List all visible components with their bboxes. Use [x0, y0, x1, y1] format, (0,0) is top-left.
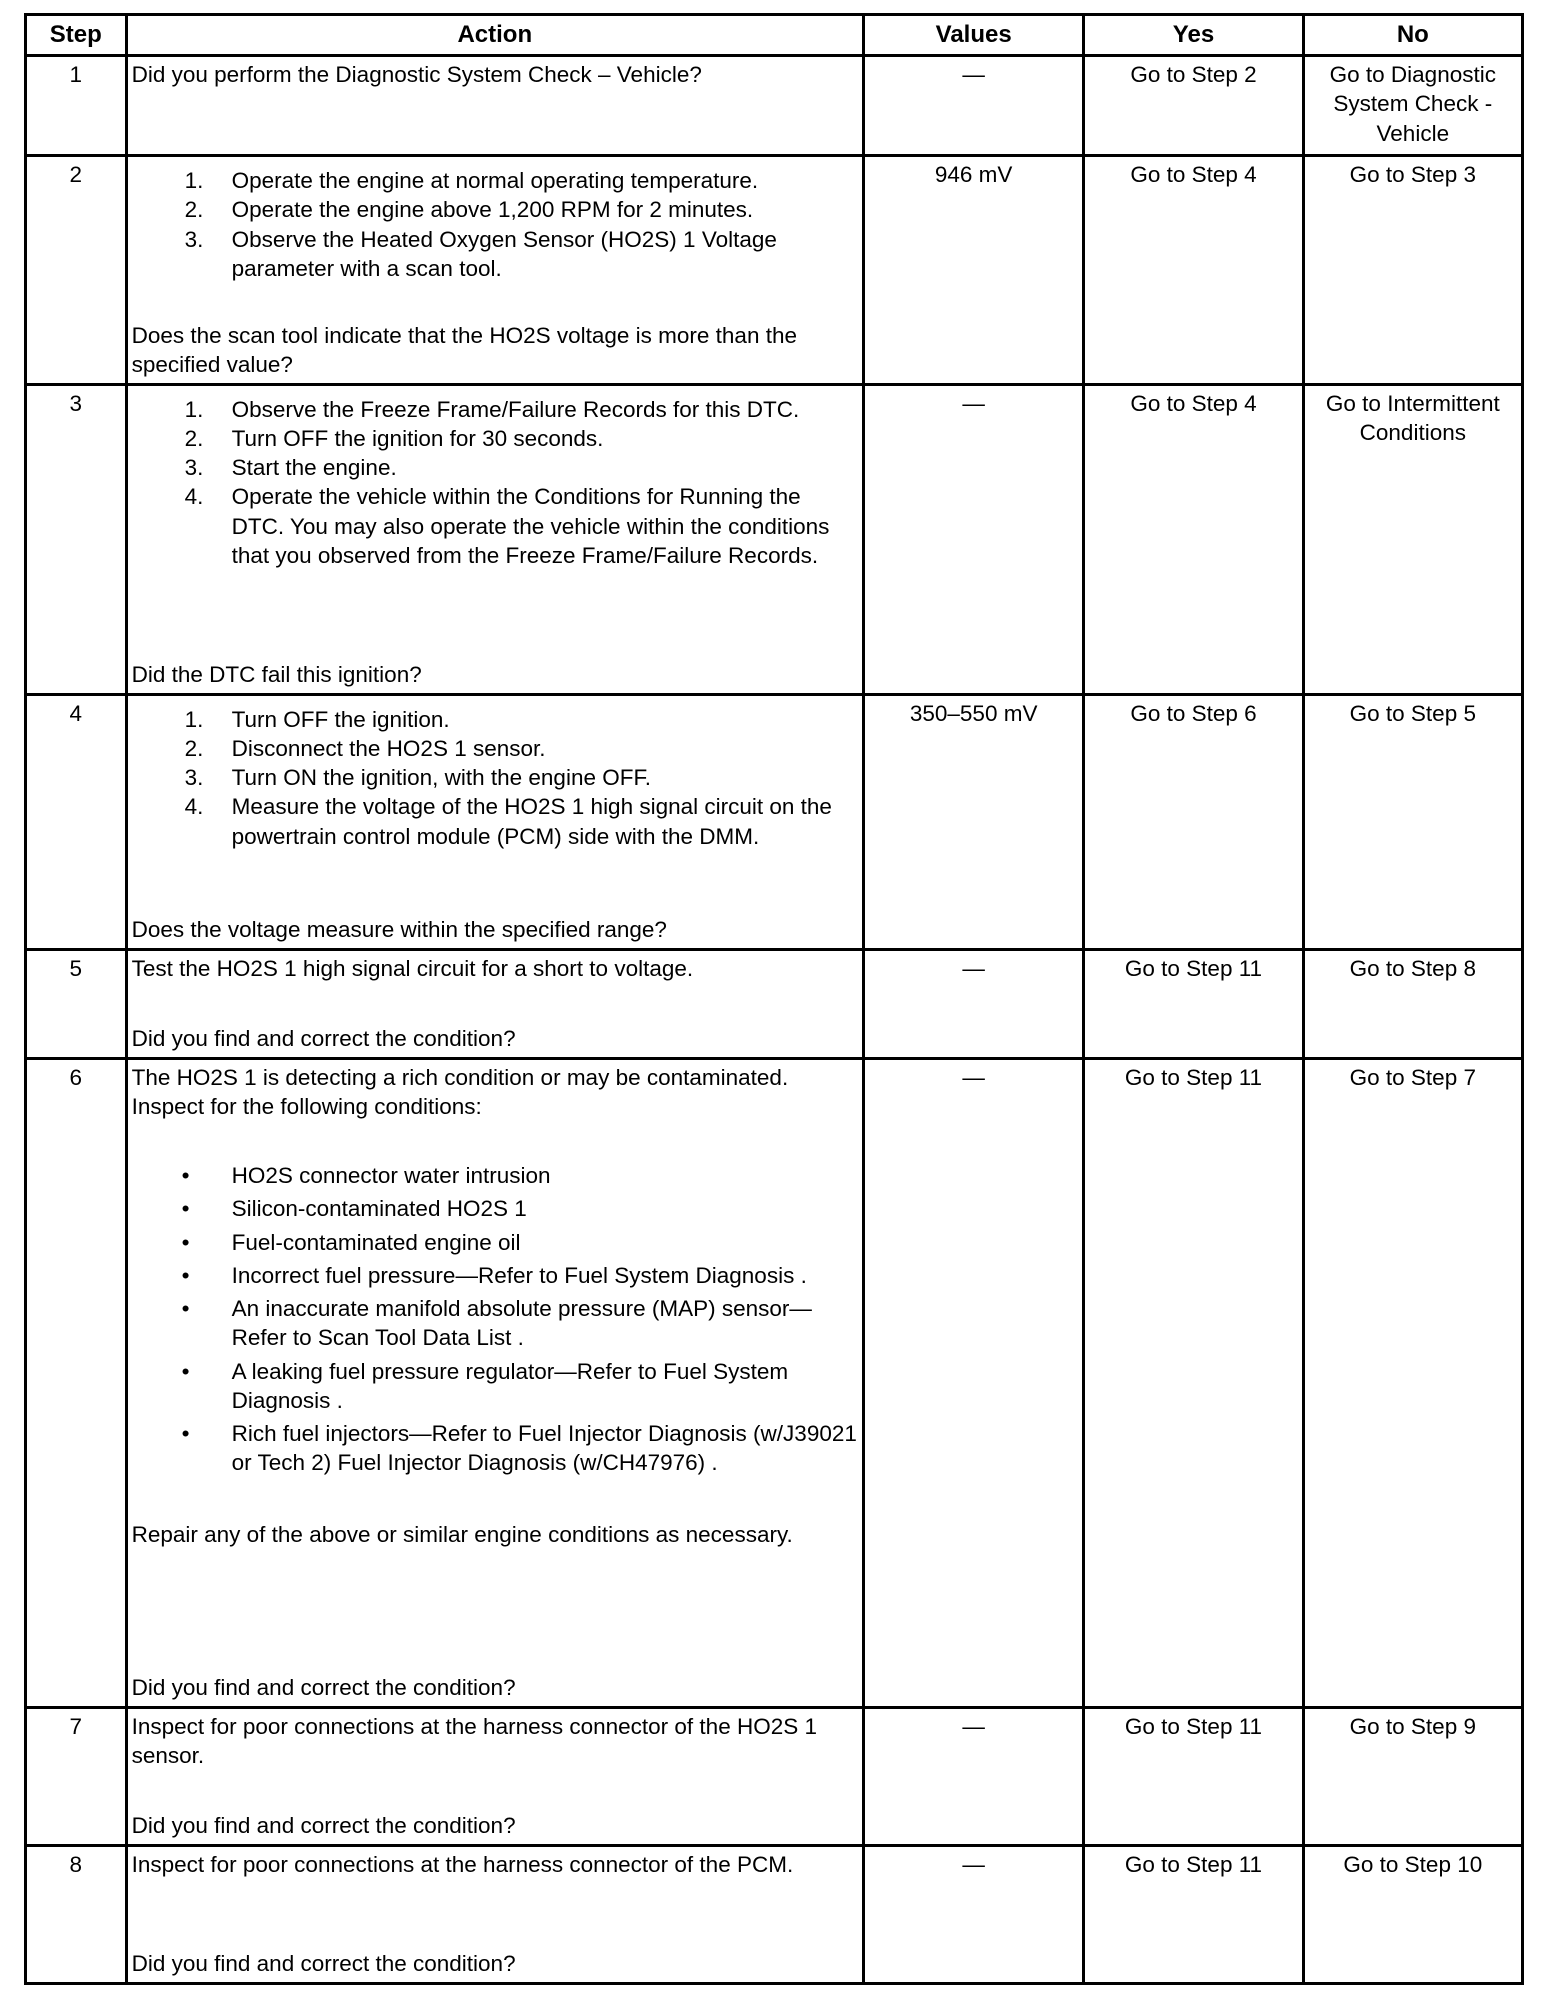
yes-cell: Go to Step 4 [1084, 384, 1303, 694]
substep-list [132, 166, 858, 283]
action-cell [126, 56, 863, 156]
no-cell: Go to Intermittent Conditions [1303, 384, 1522, 694]
action-note: Repair any of the above or similar engine conditions as necessary. [131, 1521, 793, 1547]
bullet-icon: • [181, 1296, 190, 1321]
substep-text: Observe the Freeze Frame/Failure Records for this DTC. [231, 396, 800, 422]
table-row [26, 56, 1523, 156]
substep-number: 1. [184, 168, 204, 193]
no-cell: Go to Step 7 [1303, 1058, 1522, 1707]
action-intro: Test the HO2S 1 high signal circuit for a short to voltage. [131, 955, 694, 981]
action-question: Did you find and correct the condition? [131, 1813, 516, 1839]
step-number: 6 [26, 1058, 127, 1707]
action-question: Did you find and correct the condition? [131, 1675, 516, 1701]
substep-text: Measure the voltage of the HO2S 1 high signal circuit on the powertrain control module (PCM) side with the DMM. [231, 794, 832, 849]
list-item [132, 166, 858, 195]
substep-number: 4. [184, 794, 204, 820]
action-content [132, 1712, 858, 1841]
list-item [132, 1294, 858, 1353]
list-item [132, 1419, 858, 1478]
list-item [132, 1357, 858, 1416]
substep-number: 3. [184, 455, 204, 480]
action-cell [126, 156, 863, 385]
bullet-text: Incorrect fuel pressure—Refer to Fuel System Diagnosis . [231, 1262, 807, 1288]
list-item [132, 424, 858, 453]
table-row [26, 384, 1523, 694]
no-cell: Go to Step 9 [1303, 1707, 1522, 1845]
table-row [26, 1058, 1523, 1707]
substep-list [132, 705, 858, 851]
table-row [26, 1707, 1523, 1845]
action-content [132, 389, 858, 690]
value-cell: — [864, 56, 1084, 156]
step-number: 2 [26, 156, 127, 385]
action-cell [126, 694, 863, 949]
substep-number: 2. [184, 197, 204, 223]
header-row [26, 15, 1523, 56]
substep-number: 2. [184, 735, 204, 761]
no-cell: Go to Step 3 [1303, 156, 1522, 385]
substep-text: Turn OFF the ignition. [231, 706, 450, 732]
action-intro: The HO2S 1 is detecting a rich condition or may be contaminated. Inspect for the following conditions: [131, 1064, 789, 1119]
substep-number: 1. [184, 706, 204, 732]
header-yes: Yes [1084, 15, 1303, 56]
action-intro: Inspect for poor connections at the harness connector of the PCM. [131, 1851, 794, 1877]
action-question: Does the scan tool indicate that the HO2S voltage is more than the specified value? [131, 323, 797, 378]
action-content [132, 1850, 858, 1979]
bullet-text: A leaking fuel pressure regulator—Refer to Fuel System Diagnosis . [231, 1358, 789, 1413]
action-content [132, 60, 858, 151]
bullet-text: HO2S connector water intrusion [231, 1163, 551, 1188]
list-item [132, 1161, 858, 1190]
value-cell: — [864, 1058, 1084, 1707]
no-cell: Go to Step 8 [1303, 949, 1522, 1058]
bullet-icon: • [181, 1229, 190, 1255]
bullet-icon: • [181, 1163, 190, 1188]
table-row [26, 949, 1523, 1058]
substep-number: 3. [184, 226, 204, 252]
step-number: 3 [26, 384, 127, 694]
no-cell: Go to Step 10 [1303, 1845, 1522, 1983]
value-cell: 946 mV [864, 156, 1084, 385]
no-cell: Go to Step 5 [1303, 694, 1522, 949]
step-number: 4 [26, 694, 127, 949]
substep-text: Start the engine. [231, 455, 397, 480]
action-cell [126, 1845, 863, 1983]
no-cell: Go to Diagnostic System Check - Vehicle [1303, 56, 1522, 156]
bullet-icon: • [181, 1262, 190, 1288]
yes-cell: Go to Step 11 [1084, 949, 1303, 1058]
substep-number: 2. [184, 425, 204, 451]
action-cell [126, 1058, 863, 1707]
action-intro: Inspect for poor connections at the harness connector of the HO2S 1 sensor. [131, 1713, 817, 1768]
table-row [26, 694, 1523, 949]
bullet-icon: • [181, 1196, 190, 1222]
list-item [132, 1194, 858, 1223]
action-cell [126, 1707, 863, 1845]
list-item [132, 482, 858, 570]
action-question: Does the voltage measure within the specified range? [131, 917, 667, 943]
substep-number: 1. [184, 396, 204, 422]
table-body [26, 56, 1523, 1984]
action-question: Did the DTC fail this ignition? [131, 662, 422, 688]
substep-text: Disconnect the HO2S 1 sensor. [231, 735, 546, 761]
yes-cell: Go to Step 2 [1084, 56, 1303, 156]
action-content [132, 699, 858, 945]
yes-cell: Go to Step 6 [1084, 694, 1303, 949]
substep-text: Turn OFF the ignition for 30 seconds. [231, 425, 604, 451]
substep-text: Observe the Heated Oxygen Sensor (HO2S) 1 Voltage parameter with a scan tool. [231, 226, 777, 281]
substep-number: 3. [184, 765, 204, 790]
action-question: Did you perform the Diagnostic System Check – Vehicle? [131, 62, 702, 87]
value-cell: — [864, 384, 1084, 694]
action-cell [126, 949, 863, 1058]
condition-list [132, 1161, 858, 1482]
list-item [132, 705, 858, 734]
substep-text: Operate the engine at normal operating temperature. [231, 168, 759, 193]
list-item [132, 1261, 858, 1290]
action-content [132, 1063, 858, 1703]
header-values: Values [864, 15, 1084, 56]
list-item [132, 453, 858, 482]
list-item [132, 1228, 858, 1257]
action-content [132, 954, 858, 1054]
step-number: 8 [26, 1845, 127, 1983]
bullet-text: Silicon-contaminated HO2S 1 [231, 1196, 527, 1222]
substep-text: Operate the engine above 1,200 RPM for 2 minutes. [231, 197, 754, 223]
list-item [132, 763, 858, 792]
header-step: Step [26, 15, 127, 56]
substep-text: Turn ON the ignition, with the engine OFF. [231, 765, 651, 790]
bullet-icon: • [181, 1421, 190, 1446]
yes-cell: Go to Step 11 [1084, 1845, 1303, 1983]
list-item [132, 734, 858, 763]
step-number: 5 [26, 949, 127, 1058]
step-number: 7 [26, 1707, 127, 1845]
table-row [26, 156, 1523, 385]
substep-number: 4. [184, 484, 204, 510]
bullet-text: Rich fuel injectors—Refer to Fuel Injector Diagnosis (w/J39021 or Tech 2) Fuel Injector Diagnosis (w/CH47976) . [231, 1421, 857, 1476]
bullet-text: An inaccurate manifold absolute pressure (MAP) sensor—Refer to Scan Tool Data List . [231, 1296, 812, 1351]
yes-cell: Go to Step 4 [1084, 156, 1303, 385]
bullet-icon: • [181, 1358, 190, 1384]
action-content [132, 160, 858, 380]
action-question: Did you find and correct the condition? [131, 1951, 516, 1977]
list-item [132, 195, 858, 224]
action-cell [126, 384, 863, 694]
diagnostic-table [24, 13, 1524, 1985]
substep-list [132, 395, 858, 571]
header-action: Action [126, 15, 863, 56]
value-cell: — [864, 1845, 1084, 1983]
list-item [132, 395, 858, 424]
value-cell: — [864, 1707, 1084, 1845]
header-no: No [1303, 15, 1522, 56]
step-number: 1 [26, 56, 127, 156]
list-item [132, 792, 858, 851]
bullet-text: Fuel-contaminated engine oil [231, 1229, 521, 1255]
substep-text: Operate the vehicle within the Conditions for Running the DTC. You may also operate the vehicle within the conditions that you observed from the Freeze Frame/Failure Records. [231, 484, 830, 568]
value-cell: 350–550 mV [864, 694, 1084, 949]
yes-cell: Go to Step 11 [1084, 1707, 1303, 1845]
list-item [132, 225, 858, 284]
table-row [26, 1845, 1523, 1983]
yes-cell: Go to Step 11 [1084, 1058, 1303, 1707]
value-cell: — [864, 949, 1084, 1058]
action-question: Did you find and correct the condition? [131, 1026, 516, 1052]
